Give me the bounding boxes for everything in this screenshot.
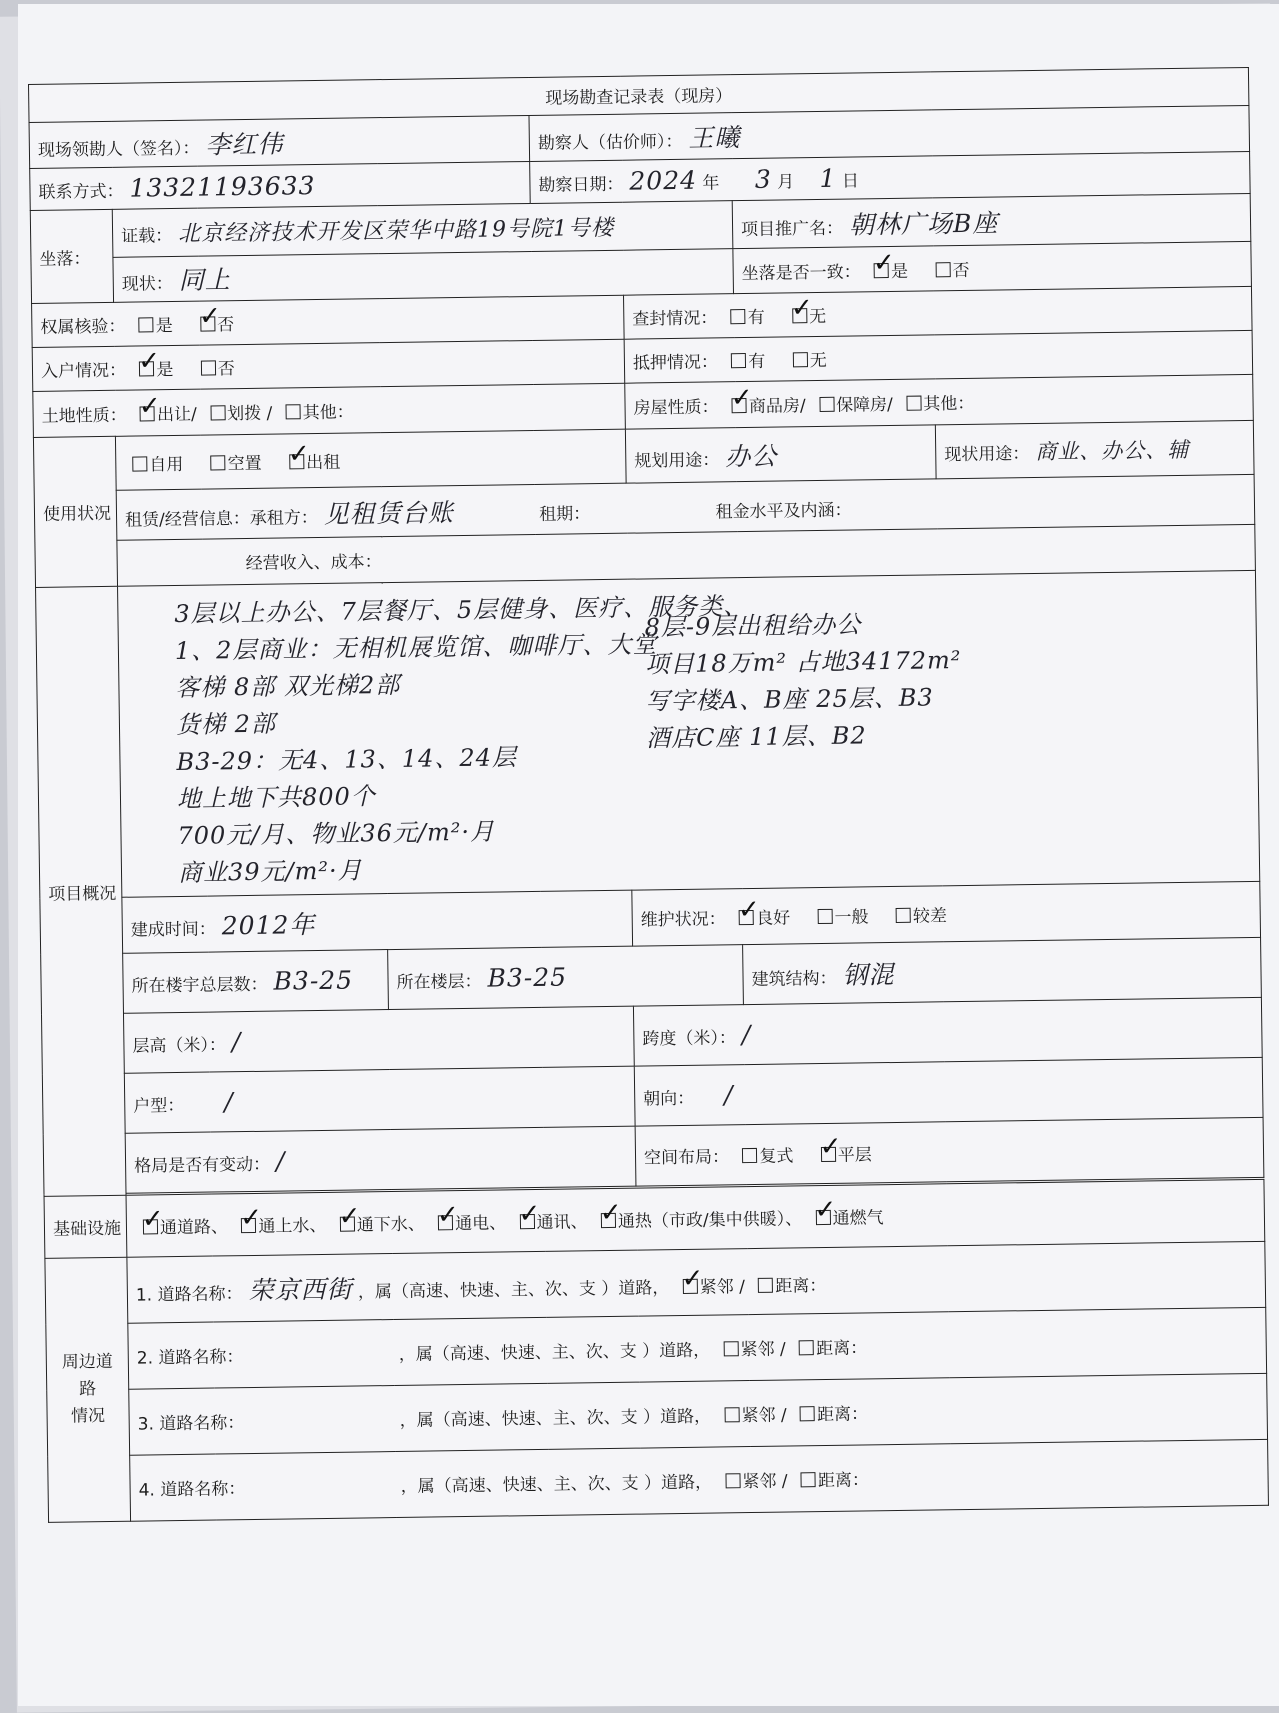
note-line: 写字楼A、B座 25层、B3	[645, 683, 934, 716]
plan-use-label: 规划用途：	[634, 449, 720, 472]
current-use-value: 商业、办公、辅	[1035, 437, 1190, 464]
infra-drain-checkbox[interactable]	[340, 1217, 355, 1232]
land-grant-label: 出让/	[156, 404, 197, 426]
note-line: 客梯 8部 双光梯2部	[175, 670, 401, 702]
ownership-yes-checkbox[interactable]	[139, 317, 154, 332]
infra-heat-checkbox[interactable]	[601, 1213, 616, 1228]
road-name-label: 1. 道路名称：	[135, 1283, 243, 1306]
project-label: 项目概况	[36, 586, 126, 1196]
infra-drain-label: 通下水、	[356, 1214, 425, 1236]
occupancy-no-label: 否	[217, 359, 235, 380]
mortgage-have-label: 有	[748, 351, 766, 372]
road-attr: ，属（高速、快速、主、次、支 ）道路，	[400, 1472, 713, 1497]
usage-self-checkbox[interactable]	[132, 456, 147, 471]
date-year-unit: 年	[702, 173, 720, 194]
seizure-none-checkbox[interactable]	[792, 308, 807, 323]
project-notes-right	[638, 605, 962, 757]
current-use-cell[interactable]	[935, 420, 1254, 478]
date-day-unit: 日	[841, 171, 860, 192]
layout-flat-label: 平层	[837, 1145, 872, 1166]
leader-label: 现场领勘人（签名）：	[37, 138, 200, 161]
house-affordable-label: 保障房/	[835, 394, 893, 416]
infra-telecom-checkbox[interactable]	[519, 1214, 534, 1229]
usage-rent-label: 出租	[305, 452, 341, 474]
infra-telecom-label: 通讯、	[536, 1212, 588, 1234]
note-line: 酒店C座 11层、B2	[646, 721, 867, 753]
current-use-label: 现状用途：	[944, 443, 1030, 465]
infra-water-checkbox[interactable]	[241, 1218, 256, 1233]
occupancy-label: 入户情况：	[40, 360, 127, 382]
mortgage-none-checkbox[interactable]	[793, 352, 808, 367]
built-value: 2012年	[221, 909, 316, 940]
layout-duplex-label: 复式	[759, 1146, 794, 1167]
built-cell[interactable]	[122, 890, 633, 953]
land-allocate-checkbox[interactable]	[210, 405, 225, 420]
maintenance-label: 维护状况：	[640, 909, 726, 931]
note-line: 地上地下共800个	[176, 782, 376, 813]
infra-heat-label: 通热（市政/集中供暖）、	[617, 1209, 803, 1232]
floor-cell[interactable]	[388, 945, 744, 1010]
house-commercial-checkbox[interactable]	[732, 398, 747, 413]
date-label: 勘察日期：	[538, 174, 624, 196]
maint-good-label: 良好	[755, 908, 791, 929]
leader-signature: 李红伟	[205, 128, 284, 160]
note-line: 3层以上办公、7层餐厅、5层健身、医疗、服务类、	[174, 591, 749, 629]
infra-label: 基础设施	[44, 1195, 127, 1258]
road-adjacent-label: 紧邻 /	[699, 1276, 746, 1298]
note-line: 货梯 2部	[175, 709, 277, 739]
road-name-label: 3. 道路名称：	[137, 1413, 245, 1435]
layout-change-label: 格局是否有变动：	[133, 1154, 271, 1177]
plan-use-value: 办公	[725, 441, 778, 471]
maintenance-cell	[632, 881, 1261, 946]
lease-label: 租赁/经营信息：承租方：	[124, 507, 318, 531]
plan-use-cell[interactable]	[625, 425, 936, 483]
consistent-no-label: 否	[952, 260, 970, 281]
span-value: /	[741, 1019, 752, 1050]
road-distance-checkbox[interactable]	[758, 1277, 773, 1292]
land-other-label: 其他：	[302, 402, 354, 424]
survey-form	[28, 67, 1269, 1523]
land-allocate-label: 划拨 /	[227, 403, 273, 425]
lease-value: 见租赁台账	[323, 497, 454, 529]
consistent-cell	[733, 241, 1252, 293]
house-affordable-checkbox[interactable]	[819, 397, 834, 412]
ownership-no-checkbox[interactable]	[200, 316, 215, 331]
leader-cell[interactable]	[29, 116, 530, 169]
seizure-have-label: 有	[747, 307, 765, 328]
height-cell[interactable]	[123, 1006, 634, 1073]
maint-normal-label: 一般	[834, 907, 869, 928]
road-distance-checkbox[interactable]	[800, 1406, 815, 1421]
infra-road-checkbox[interactable]	[143, 1219, 158, 1234]
unit-type-cell[interactable]	[124, 1066, 635, 1133]
seizure-label: 查封情况：	[632, 308, 718, 330]
usage-label: 使用状况	[33, 436, 117, 587]
note-line: 项目18万m² 占地34172m²	[644, 646, 962, 679]
form-title: 现场勘查记录表（现房）	[29, 67, 1249, 122]
infra-power-label: 通电、	[455, 1213, 507, 1235]
floor-value: B3-25	[487, 962, 568, 993]
road-adjacent-checkbox[interactable]	[724, 1407, 739, 1422]
roads-label-line: 情况	[70, 1406, 106, 1427]
total-floors-label: 所在楼宇总层数：	[131, 974, 268, 997]
layout-duplex-checkbox[interactable]	[742, 1148, 757, 1163]
road-distance-label: 距离：	[816, 1404, 869, 1426]
maint-good-checkbox[interactable]	[739, 910, 754, 925]
promo-cell[interactable]	[732, 193, 1251, 248]
infra-road-label: 通道路、	[159, 1217, 229, 1239]
layout-change-value: /	[275, 1146, 286, 1176]
rent-label: 租金水平及内涵：	[715, 500, 852, 522]
usage-vacant-checkbox[interactable]	[211, 455, 226, 470]
built-label: 建成时间：	[130, 918, 216, 941]
road-adjacent-checkbox[interactable]	[683, 1278, 698, 1293]
consistent-label: 坐落是否一致：	[741, 261, 861, 284]
consistent-yes-checkbox[interactable]	[874, 262, 889, 277]
date-month: 3	[754, 164, 772, 194]
land-other-checkbox[interactable]	[286, 404, 301, 419]
ownership-label: 权属核验：	[40, 316, 126, 338]
height-value: /	[231, 1027, 242, 1057]
consistent-yes-label: 是	[890, 261, 909, 282]
infra-power-checkbox[interactable]	[438, 1215, 453, 1230]
occupancy-yes-checkbox[interactable]	[139, 361, 154, 376]
occupancy-yes-label: 是	[156, 359, 174, 381]
promo-label: 项目推广名：	[740, 218, 844, 240]
span-label: 跨度（米）：	[642, 1028, 737, 1050]
ownership-yes-label: 是	[155, 316, 173, 337]
road-name-label: 4. 道路名称：	[138, 1479, 246, 1501]
structure-label: 建筑结构：	[751, 968, 837, 990]
project-notes-cell[interactable]	[118, 570, 1260, 897]
income-label: 经营收入、成本：	[245, 552, 382, 575]
date-year: 2024	[629, 165, 698, 196]
road-distance-label: 距离：	[775, 1275, 827, 1297]
structure-value: 钢混	[842, 959, 895, 990]
note-line: 商业39元/m²·月	[177, 856, 363, 887]
promo-name: 朝林广场B座	[848, 207, 999, 240]
status-label: 现状：	[121, 273, 173, 295]
term-label: 租期：	[539, 503, 591, 525]
unit-type-label: 户型：	[133, 1095, 185, 1117]
road-attr: ，属（高速、快速、主、次、支 ）道路，	[399, 1406, 712, 1431]
infra-gas-checkbox[interactable]	[815, 1210, 830, 1225]
mortgage-label: 抵押情况：	[632, 352, 719, 374]
contact-label: 联系方式：	[38, 181, 124, 203]
road-adjacent-checkbox[interactable]	[723, 1341, 738, 1356]
roads-label	[45, 1257, 131, 1522]
date-month-unit: 月	[777, 172, 795, 193]
consistent-no-checkbox[interactable]	[935, 262, 950, 277]
location-label: 坐落：	[30, 209, 113, 303]
road-adjacent-checkbox[interactable]	[725, 1473, 740, 1488]
mortgage-none-label: 无	[809, 350, 827, 372]
road-adjacent-label: 紧邻 /	[742, 1471, 788, 1493]
usage-self-label: 自用	[149, 454, 184, 476]
surveyor-label: 勘察人（估价师）：	[537, 131, 683, 154]
date-day: 1	[819, 163, 837, 193]
usage-vacant-label: 空置	[227, 453, 262, 475]
house-other-label: 其他：	[923, 393, 975, 415]
space-layout-label: 空间布局：	[643, 1147, 730, 1169]
maint-poor-label: 较差	[912, 906, 948, 927]
house-commercial-label: 商品房/	[748, 396, 806, 417]
road-distance-checkbox[interactable]	[801, 1472, 816, 1487]
cert-label: 证载：	[121, 226, 173, 247]
total-floors-cell[interactable]	[123, 950, 389, 1014]
road-name-label: 2. 道路名称：	[136, 1347, 244, 1369]
surveyor-signature: 王曦	[688, 122, 741, 153]
note-line: 1、2层商业：无相机展览馆、咖啡厅、大堂	[174, 630, 658, 666]
mortgage-have-checkbox[interactable]	[731, 353, 746, 368]
orientation-value: /	[723, 1080, 734, 1110]
orientation-cell[interactable]	[634, 1057, 1263, 1126]
unit-type-value: /	[224, 1087, 234, 1117]
road-distance-label: 距离：	[817, 1470, 870, 1492]
road-attr: ，属（高速、快速、主、次、支 ）道路，	[398, 1340, 711, 1365]
total-floors-value: B3-25	[273, 965, 354, 996]
occupancy-no-checkbox[interactable]	[201, 360, 216, 375]
ownership-no-label: 否	[217, 315, 235, 336]
seizure-have-checkbox[interactable]	[731, 309, 746, 324]
seizure-none-label: 无	[809, 306, 827, 328]
infra-water-label: 通上水、	[258, 1215, 327, 1237]
road-name-value: 荣京西街	[248, 1274, 353, 1305]
floor-label: 所在楼层：	[396, 971, 482, 993]
land-grant-checkbox[interactable]	[140, 406, 155, 421]
span-cell[interactable]	[633, 997, 1262, 1066]
road-attr: ，属（高速、快速、主、次、支 ）道路，	[357, 1277, 670, 1303]
road-adjacent-label: 紧邻 /	[741, 1405, 787, 1427]
status-value: 同上	[178, 265, 231, 295]
cert-address: 北京经济技术开发区荣华中路19号院1号楼	[177, 215, 615, 247]
layout-flat-checkbox[interactable]	[821, 1147, 836, 1162]
contact-cell[interactable]	[30, 162, 531, 211]
note-line: 8层-9层出租给办公	[644, 610, 862, 642]
land-label: 土地性质：	[41, 405, 127, 427]
usage-options-cell	[115, 429, 626, 490]
contact-value: 13321193633	[129, 170, 316, 203]
maint-poor-checkbox[interactable]	[896, 908, 911, 923]
note-line: B3-29：无4、13、14、24层	[176, 743, 518, 776]
house-label: 房屋性质：	[633, 397, 719, 419]
road-adjacent-label: 紧邻 /	[740, 1339, 786, 1361]
maint-normal-checkbox[interactable]	[817, 909, 832, 924]
layout-change-cell[interactable]	[125, 1126, 636, 1193]
structure-cell[interactable]	[743, 937, 1262, 1004]
infra-gas-label: 通燃气	[832, 1208, 884, 1229]
roads-label-line: 周边道路	[61, 1351, 113, 1400]
road-distance-checkbox[interactable]	[799, 1340, 814, 1355]
house-other-checkbox[interactable]	[906, 396, 921, 411]
land-cell	[33, 383, 626, 437]
road-distance-label: 距离：	[815, 1338, 868, 1360]
note-line: 700元/月、物业36元/m²·月	[177, 817, 496, 850]
cert-cell[interactable]	[112, 201, 733, 258]
orientation-label: 朝向：	[643, 1088, 695, 1110]
height-label: 层高（米）：	[132, 1035, 227, 1057]
space-layout-cell	[635, 1117, 1264, 1186]
usage-rent-checkbox[interactable]	[289, 454, 304, 469]
